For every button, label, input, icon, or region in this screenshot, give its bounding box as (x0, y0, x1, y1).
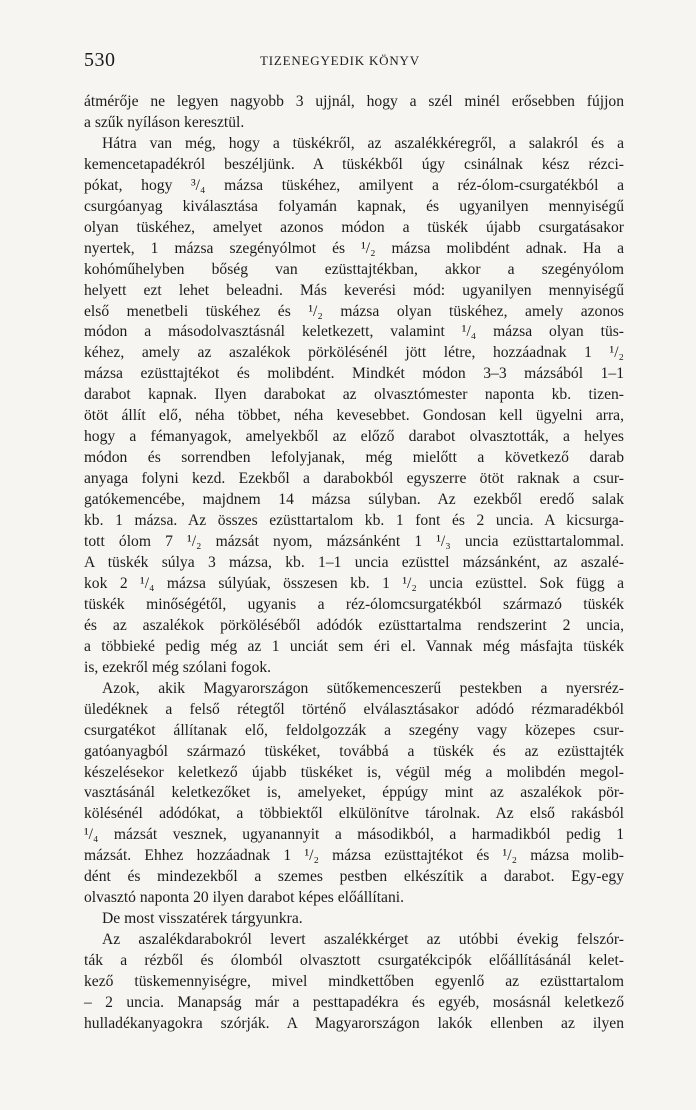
text-line: nyertek, 1 mázsa szegényólmot és ¹/₂ mázsa molibdént adnak. Ha a (84, 239, 624, 257)
text-line: hulladékanyagokra szórják. A Magyarországon lakók ellenben az ilyen (84, 1014, 624, 1032)
text-line: ötöt állít elő, néha többet, néha kevesebbet. Gondosan kell ügyelni arra, (84, 407, 624, 425)
text-line: első menetbeli tüskéhez és ¹/₂ mázsa olyan tüskéhez, amely azonos (84, 302, 624, 320)
text-line: mázsa ezüsttajtékot és molibdént. Mindkét módon 3–3 mázsából 1–1 (84, 365, 624, 383)
paragraph (84, 92, 624, 134)
text-line: Azok, akik Magyarországon sütőkemenceszerű pestekben a nyersréz- (102, 679, 624, 697)
text-line: a többieké pedig még az 1 unciát sem éri el. Vannak még másfajta tüskék (84, 637, 624, 655)
text-line: kölésénél adódókat, a többiektől elkülönítve tárolnak. Az első rakásból (84, 805, 624, 823)
text-line: A tüskék súlya 3 mázsa, kb. 1–1 uncia ezüsttel mázsánként, az aszalé- (84, 553, 624, 571)
paragraph (84, 134, 624, 679)
text-line: ¹/₄ mázsát vesznek, ugyanannyit a másodikból, a harmadikból pedig 1 (84, 826, 624, 844)
text-line: olyan tüskéhez, amelyet azonos módon a tüskék újabb csurgatásakor (84, 218, 624, 236)
paragraph (84, 930, 624, 1035)
text-line: vasztásánál keletkezőket is, amelyeket, éppúgy mint az aszalékok pör- (84, 784, 624, 802)
text-line: a szűk nyíláson keresztül. (84, 113, 245, 131)
text-line: csurgóanyag kiválasztása folyamán kapnak, és ugyanilyen mennyiségű (84, 197, 624, 215)
paragraph (84, 679, 624, 909)
text-line: kéhez, amely az aszalékok pörkölésénél jött létre, hozzáadnak 1 ¹/₂ (84, 344, 624, 362)
text-line: is, ezekről még szólani fogok. (84, 658, 272, 676)
text-line: módon és sorrendben lefolyjanak, még mielőtt a következő darab (84, 449, 624, 467)
text-line: hogy a fémanyagok, amelyekből az előző darabot olvasztották, a helyes (84, 428, 624, 446)
text-line: – 2 uncia. Manapság már a pesttapadékra és egyéb, mosásnál keletkező (84, 993, 624, 1011)
page-number: 530 (84, 49, 116, 71)
text-line: kohóműhelyben bőség van ezüsttajtékban, akkor a szegényólom (84, 260, 624, 278)
paragraph (84, 909, 624, 930)
running-title: TIZENEGYEDIK KÖNYV (260, 53, 420, 68)
text-line: készelésekor keletkező újabb tüskéket is, végül még a molibdén megol- (84, 763, 624, 781)
text-line: és az aszalékok pörköléséből adódók ezüsttartalma rendszerint 2 uncia, (84, 616, 624, 634)
text-line: pókat, hogy ³/₄ mázsa tüskéhez, amilyent a réz-ólom-csurgatékból a (84, 176, 624, 194)
body-text (84, 92, 624, 1035)
text-line: gatókemencébe, majdnem 14 mázsa súlyban. Az ezekből eredő salak (84, 491, 624, 509)
text-line: gatóanyagból származó tüskéket, továbbá a tüskék és az ezüsttajték (84, 742, 624, 760)
text-line: kemencetapadékról beszéljünk. A tüskékből úgy csinálnak kész rézci- (84, 155, 624, 173)
text-line: kok 2 ¹/₄ mázsa súlyúak, összesen kb. 1 ¹/₂ uncia ezüsttel. Sok függ a (84, 574, 624, 592)
page-header (84, 49, 616, 71)
text-line: olvasztó naponta 20 ilyen darabot képes előállítani. (84, 889, 405, 907)
text-line: tott ólom 7 ¹/₂ mázsát nyom, mázsánként 1 ¹/₃ uncia ezüsttartalommal. (84, 533, 624, 551)
text-line: tüskék minőségétől, ugyanis a réz-ólomcsurgatékból származó tüskék (84, 595, 624, 613)
text-line: átmérője ne legyen nagyobb 3 ujjnál, hogy a szél minél erősebben fújjon (84, 93, 624, 110)
text-line: helyett ezt lehet beleadni. Más keverési mód: ugyanilyen mennyiségű (84, 281, 624, 299)
text-line: csurgatékot állítanak elő, feldolgozzák a szegény vagy közepes csur- (84, 721, 624, 739)
text-line: kező tüskemennyiségre, mivel mindkettőben egyenlő az ezüsttartalom (84, 973, 624, 991)
text-line: dént és mindezekből a szemes pestben elkészítik a darabot. Egy-egy (84, 868, 624, 886)
text-line: Az aszalékdarabokról levert aszalékkérget az utóbbi évekig felszór- (102, 931, 624, 949)
text-line: kb. 1 mázsa. Az összes ezüsttartalom kb. 1 font és 2 uncia. A kicsurga- (84, 512, 624, 530)
text-line: anyaga folyni kezd. Ezekből a darabokból egyszerre ötöt raknak a csur- (84, 470, 624, 488)
text-line: üledéknek a felső rétegtől történő elválasztásakor adódó rézmaradékból (84, 700, 624, 718)
text-line: darabot kapnak. Ilyen darabokat az olvasztómester naponta kb. tizen- (84, 386, 624, 404)
text-line: De most visszatérek tárgyunkra. (102, 910, 303, 928)
text-line: módon a másodolvasztásnál keletkezett, valamint ¹/₄ mázsa olyan tüs- (84, 323, 624, 341)
text-line: Hátra van még, hogy a tüskékről, az aszalékkéregről, a salakról és a (102, 134, 624, 152)
text-line: ták a rézből és ólomból olvasztott csurgatékcipók előállításánál kelet- (84, 952, 624, 970)
text-line: mázsát. Ehhez hozzáadnak 1 ¹/₂ mázsa ezüsttajtékot és ¹/₂ mázsa molib- (84, 847, 624, 865)
